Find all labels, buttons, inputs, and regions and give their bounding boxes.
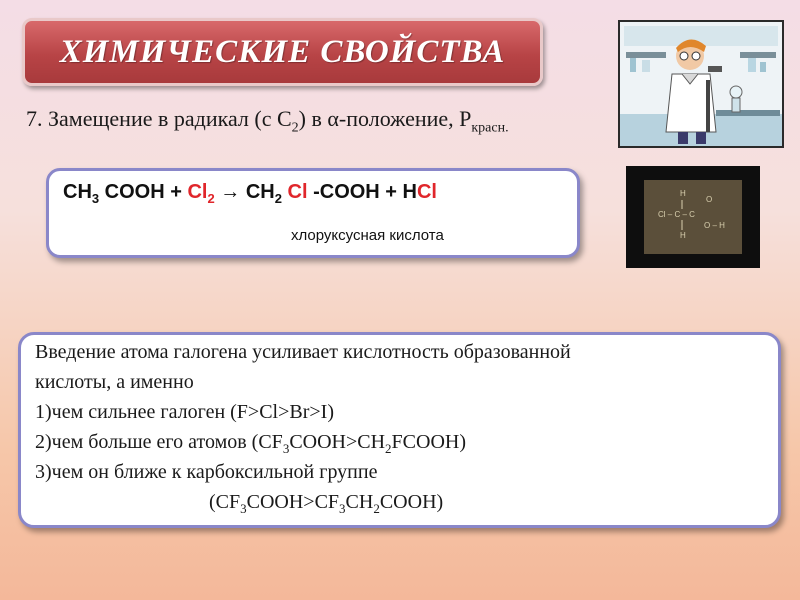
- reaction-box: [46, 168, 580, 258]
- reaction-equation: $CH_3$ COOH + $Cl_2 \to CH_2$ Cl -COOH + HCl: [63, 181, 437, 206]
- info-line-1: Введение атома галогена усиливает кислотность образованной: [35, 341, 571, 363]
- scientist-illustration: [618, 20, 784, 148]
- info-line-6: $(CF_3COOH>CF_3CH_2COOH)$: [209, 491, 444, 516]
- title-banner: [22, 18, 543, 86]
- formula-h-bottom: H: [680, 231, 686, 240]
- formula-h-top: H: [680, 189, 686, 198]
- formula-o-top: O: [706, 195, 713, 204]
- info-line-5: 3)чем он ближе к карбоксильной группе: [35, 461, 378, 483]
- formula-oh: O – H: [704, 221, 725, 230]
- product-caption: хлоруксусная кислота: [291, 227, 444, 244]
- info-line-3: 1)чем сильнее галоген (F>Cl>Br>I): [35, 401, 334, 423]
- info-line-4: 2)чем больше его атомов $(CF_3COOH>CH_2FCOOH)$: [35, 431, 466, 456]
- reaction-subtitle: 7. Замещение в радикал (с $С_2$) в α-положение, $Р_{красн.}$: [26, 106, 509, 136]
- info-line-2: кислоты, а именно: [35, 371, 194, 393]
- page-title: ХИМИЧЕСКИЕ СВОЙСТВА: [59, 33, 506, 70]
- formula-middle: Cl – C – C: [658, 210, 695, 219]
- info-box: [18, 332, 781, 528]
- formula-photo: [626, 166, 760, 268]
